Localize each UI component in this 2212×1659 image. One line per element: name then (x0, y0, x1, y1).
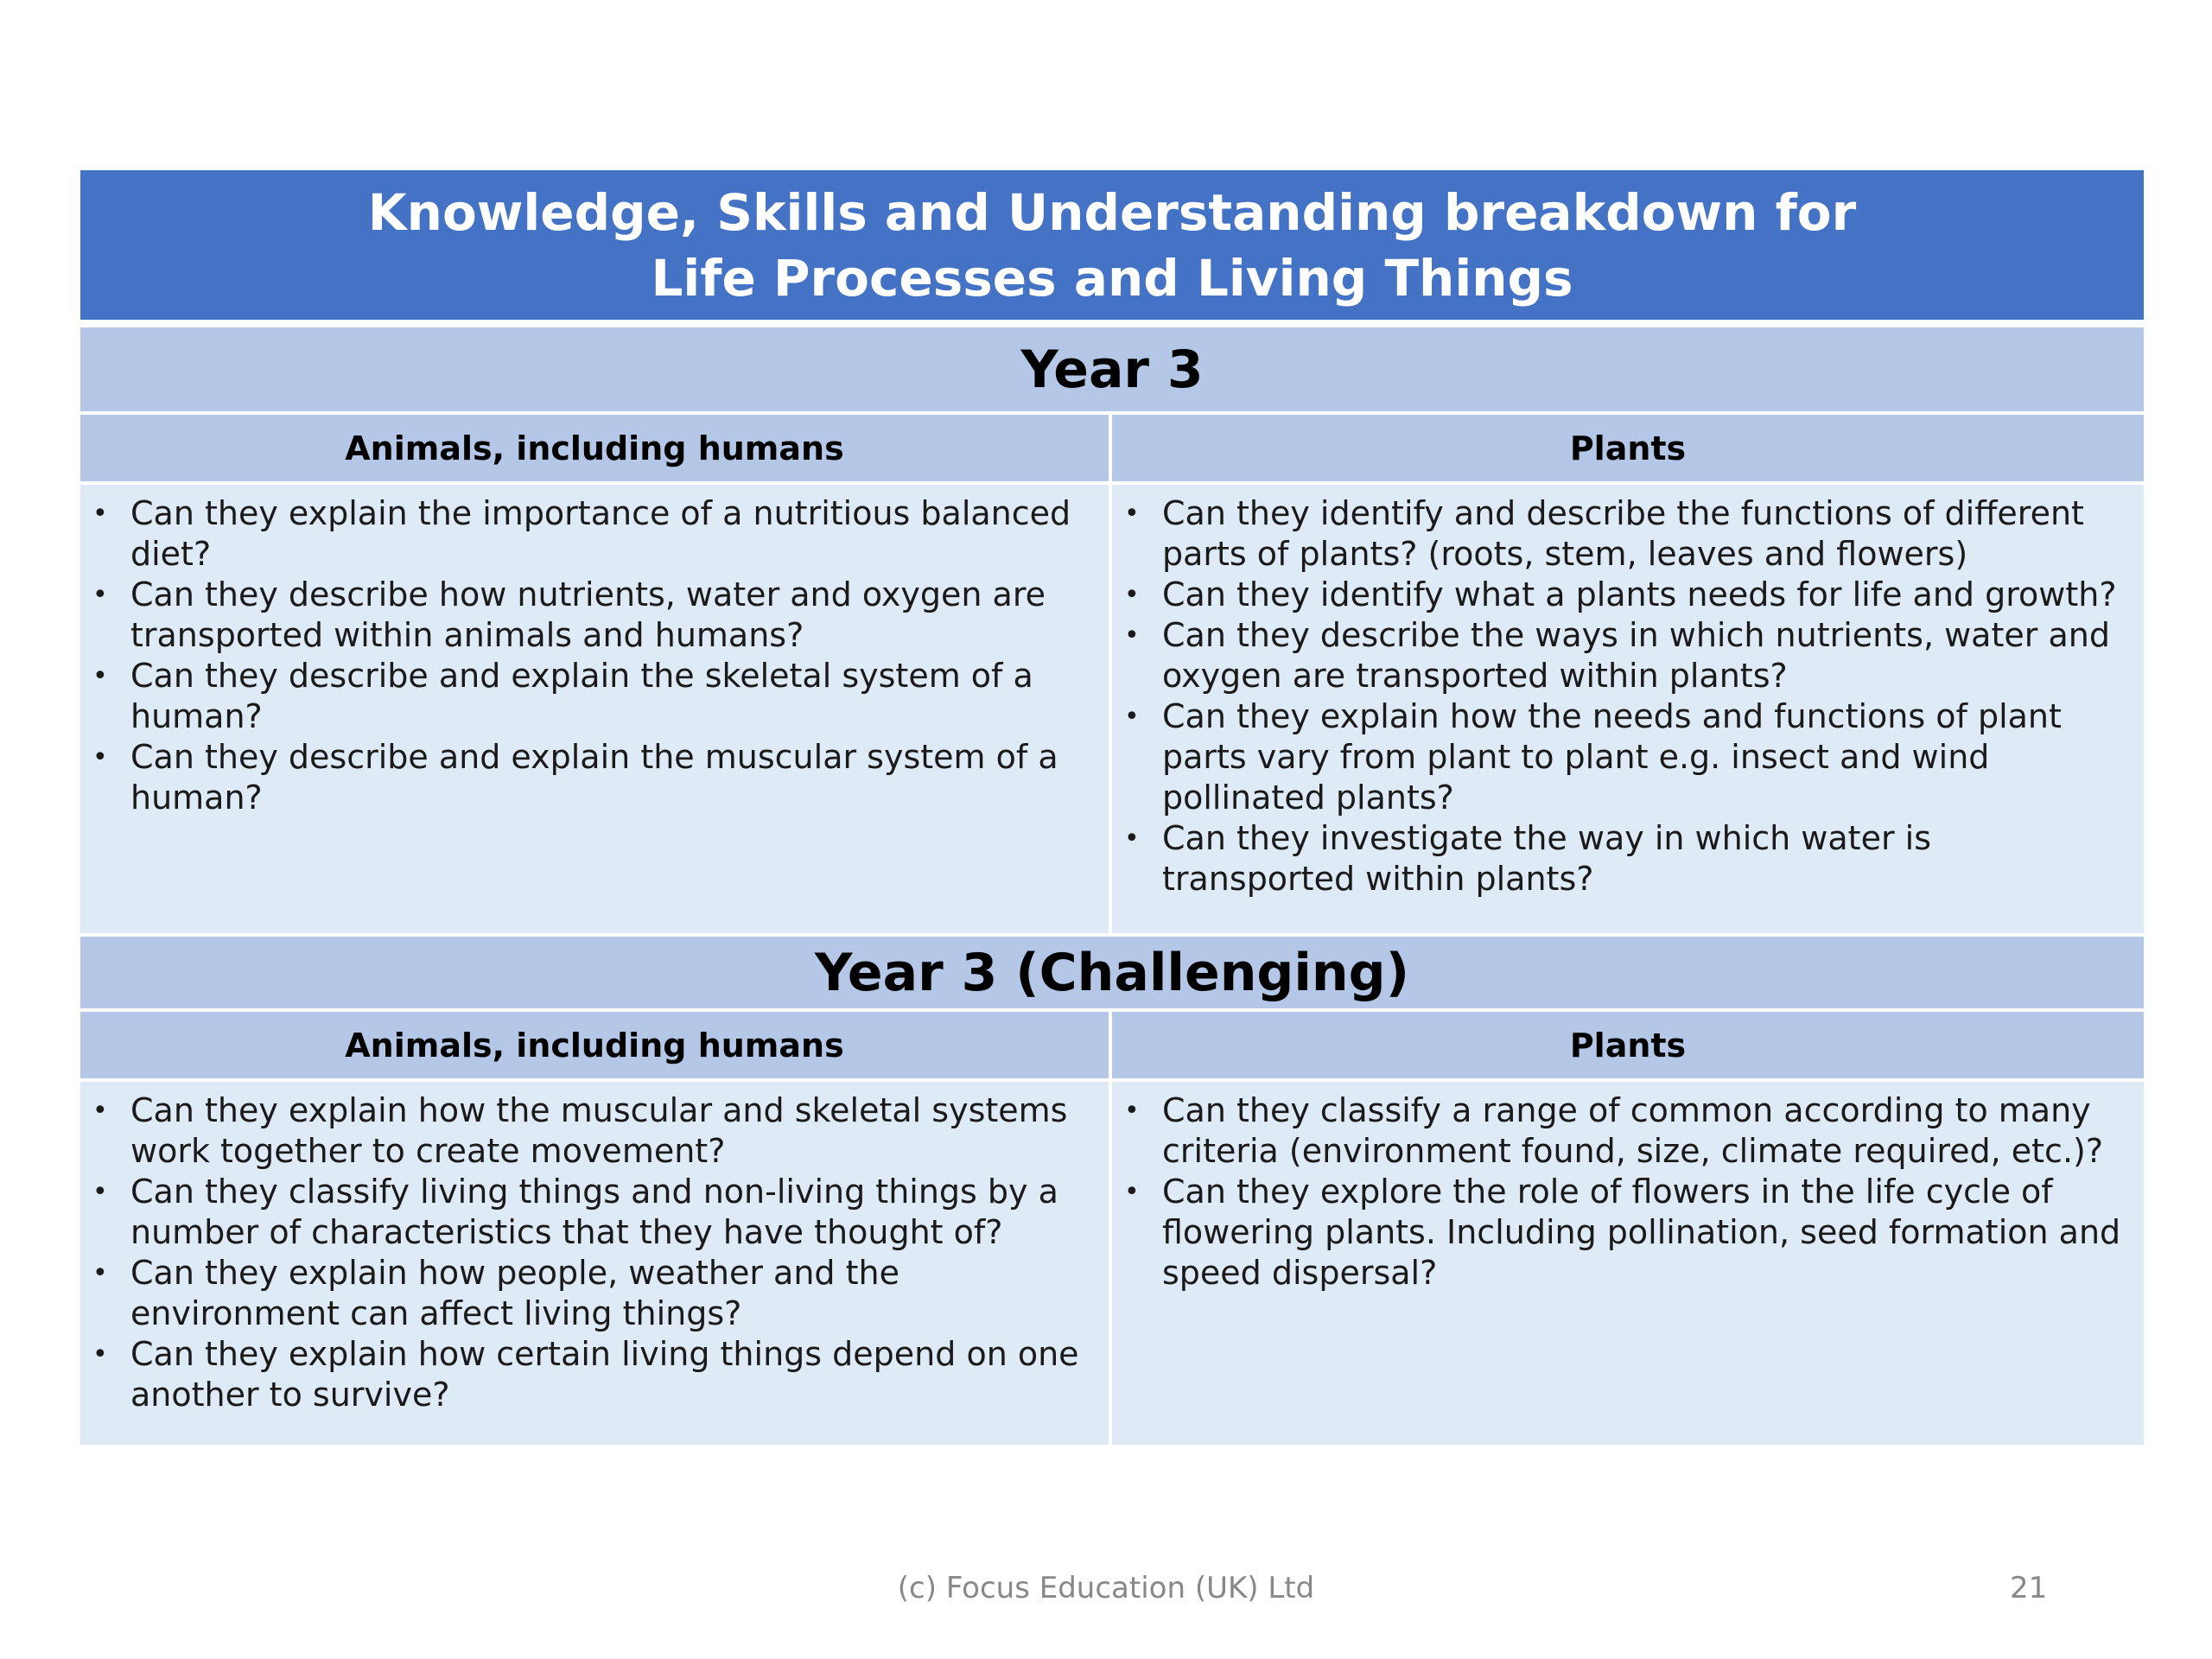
year-3-plants-list (1121, 493, 2132, 899)
list-item: • Can they describe how nutrients, water and oxygen are transported within animals and humans? (92, 575, 1046, 654)
challenging-plants-list (1121, 1090, 2132, 1294)
bullet-icon: • (92, 661, 108, 691)
list-item: • Can they identify what a plants needs for life and growth? (1124, 575, 2117, 613)
bullet-icon: • (92, 742, 108, 772)
year-3-animals-header: Animals, including humans (80, 415, 1109, 481)
bullet-icon: • (1124, 499, 1140, 529)
list-item: • Can they describe and explain the skeletal system of a human? (92, 657, 1033, 735)
year-3-column-headers (80, 415, 2144, 481)
bullet-icon: • (1124, 702, 1140, 732)
year-3-animals-list (89, 493, 1096, 818)
year-3-challenging-content-row (80, 1082, 2144, 1445)
year-3-challenging-heading: Year 3 (Challenging) (80, 937, 2144, 1008)
list-item: • Can they describe the ways in which nutrients, water and oxygen are transported within plants? (1124, 616, 2110, 695)
bullet-icon: • (1124, 1096, 1140, 1126)
copyright-footer: (c) Focus Education (UK) Ltd (897, 1571, 1315, 1605)
breakdown-table (80, 170, 2144, 1445)
challenging-animals-cell (80, 1082, 1109, 1445)
bullet-icon: • (1124, 823, 1140, 854)
year-3-content-row (80, 485, 2144, 933)
title-line-1: Knowledge, Skills and Understanding breakdown for (367, 182, 1857, 242)
page-number: 21 (2010, 1571, 2048, 1605)
bullet-icon: • (92, 1339, 108, 1370)
list-item: • Can they explain the importance of a nutritious balanced diet? (92, 494, 1071, 573)
list-item: • Can they explain how the needs and functions of plant parts vary from plant to plant e.g. insect and wind pollinated plants? (1124, 697, 2062, 817)
list-item: • Can they explain how people, weather and the environment can affect living things? (92, 1254, 899, 1332)
bullet-icon: • (92, 1096, 108, 1126)
year-3-plants-header: Plants (1112, 415, 2144, 481)
year-3-plants-cell (1112, 485, 2144, 933)
list-item: • Can they investigate the way in which water is transported within plants? (1124, 819, 1932, 898)
bullet-icon: • (1124, 620, 1140, 651)
bullet-icon: • (1124, 1177, 1140, 1207)
challenging-animals-list (89, 1090, 1096, 1415)
challenging-plants-header: Plants (1112, 1012, 2144, 1078)
list-item: • Can they identify and describe the functions of different parts of plants? (roots, stem, leaves and flowers) (1124, 494, 2084, 573)
year-3-challenging-column-headers (80, 1012, 2144, 1078)
list-item: • Can they explore the role of flowers in the life cycle of flowering plants. Including pollination, seed formation and speed dispersal? (1124, 1173, 2121, 1292)
year-3-animals-cell (80, 485, 1109, 933)
bullet-icon: • (92, 1258, 108, 1288)
challenging-animals-header: Animals, including humans (80, 1012, 1109, 1078)
list-item: • Can they describe and explain the muscular system of a human? (92, 738, 1058, 817)
title-line-2: Life Processes and Living Things (651, 248, 1573, 308)
challenging-plants-cell (1112, 1082, 2144, 1445)
bullet-icon: • (1124, 580, 1140, 610)
title-banner (80, 170, 2144, 320)
year-3-heading: Year 3 (80, 327, 2144, 411)
list-item: • Can they explain how certain living things depend on one another to survive? (92, 1335, 1079, 1414)
list-item: • Can they explain how the muscular and skeletal systems work together to create movement? (92, 1091, 1068, 1170)
list-item: • Can they classify a range of common according to many criteria (environment found, size, climate required, etc.)? (1124, 1091, 2104, 1170)
list-item: • Can they classify living things and non-living things by a number of characteristics that they have thought of? (92, 1173, 1058, 1251)
bullet-icon: • (92, 1177, 108, 1207)
bullet-icon: • (92, 499, 108, 529)
bullet-icon: • (92, 580, 108, 610)
